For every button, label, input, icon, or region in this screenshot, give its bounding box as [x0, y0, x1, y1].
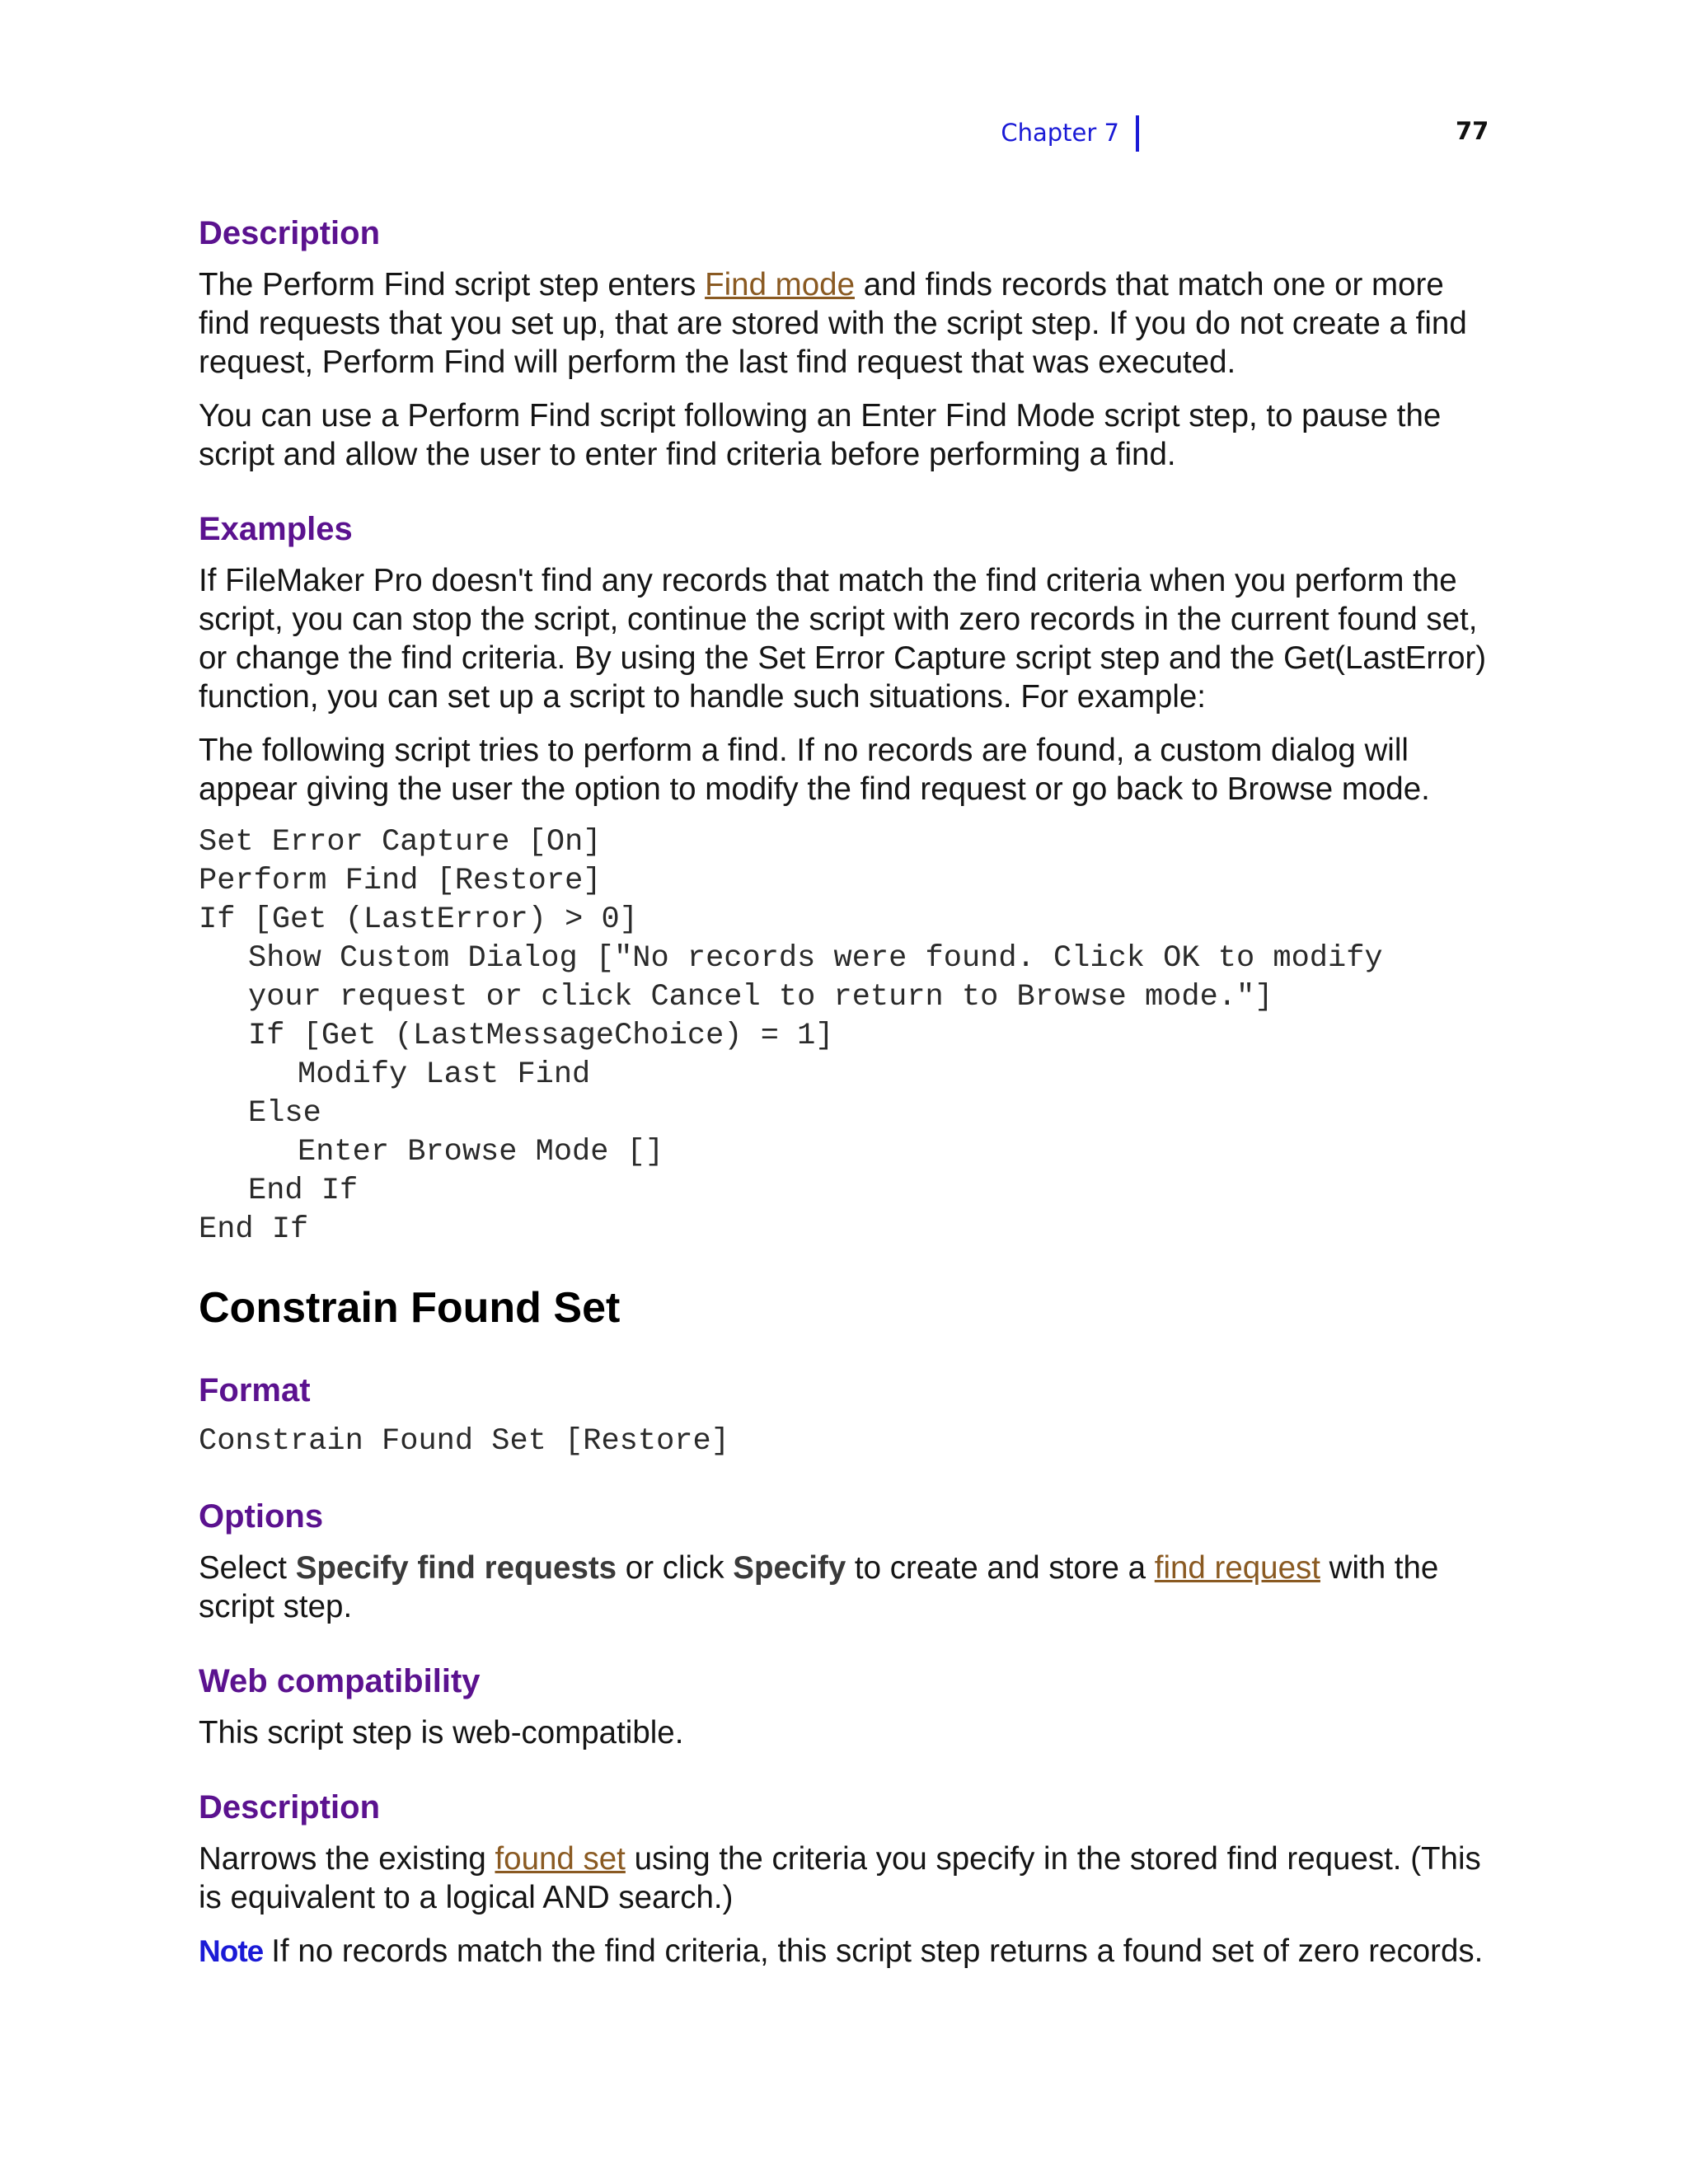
code-line: End If [199, 1212, 309, 1247]
find-request-link[interactable]: find request [1154, 1550, 1320, 1586]
chapter-label: Chapter 7 [1001, 119, 1119, 147]
code-line: Set Error Capture [On] [199, 825, 602, 860]
options-text [199, 1549, 1493, 1626]
code-line: End If [248, 1174, 359, 1208]
perform-find-description-heading: Description [199, 215, 381, 251]
code-line: If [Get (LastError) > 0] [199, 902, 638, 937]
constrain-description-heading: Description [199, 1789, 381, 1825]
code-line: Modify Last Find [298, 1057, 591, 1092]
text-run: The Perform Find script step enters [199, 267, 706, 302]
header-divider [1136, 115, 1139, 152]
code-line: If [Get (LastMessageChoice) = 1] [248, 1019, 834, 1053]
perform-find-description-p2: You can use a Perform Find script following an Enter Find Mode script step, to pause the script and allow the user to enter find criteria before performing a find. [199, 398, 1442, 472]
constrain-description-text [199, 1840, 1493, 1917]
running-header [0, 115, 1688, 157]
format-heading: Format [199, 1372, 311, 1408]
find-mode-link[interactable]: Find mode [705, 267, 855, 302]
found-set-link[interactable]: found set [495, 1841, 626, 1877]
text-run: Select [199, 1550, 296, 1586]
text-run: using the criteria you specify in the stored find request. (This is equivalent to a logical AND search.) [199, 1841, 1481, 1915]
note-text: If no records match the find criteria, this script step returns a found set of zero records. [271, 1933, 1484, 1969]
text-run: Narrows the existing [199, 1841, 495, 1877]
spacer [199, 1767, 1493, 1785]
constrain-found-set-title: Constrain Found Set [199, 1284, 621, 1332]
specify-find-requests-term: Specify find requests [295, 1550, 617, 1586]
spacer [199, 489, 1493, 507]
code-line: Perform Find [Restore] [199, 864, 602, 898]
code-line: your request or click Cancel to return to Browse mode."] [248, 980, 1273, 1015]
web-compatibility-heading: Web compatibility [199, 1663, 481, 1699]
script-code-block [199, 823, 1493, 1249]
examples-heading: Examples [199, 511, 353, 547]
options-heading: Options [199, 1498, 324, 1535]
spacer [199, 1641, 1493, 1659]
spacer [199, 1476, 1493, 1494]
text-run: to create and store a [846, 1550, 1155, 1586]
text-run: or click [617, 1550, 734, 1586]
format-code [199, 1422, 1493, 1461]
note-paragraph [199, 1932, 1493, 1971]
examples-p2: The following script tries to perform a find. If no records are found, a custom dialog will appear giving the user the option to modify the find request or go back to Browse mode. [199, 733, 1430, 807]
examples-p1: If FileMaker Pro doesn't find any records that match the find criteria when you perform the script, you can stop the script, continue the script with zero records in the current found set, or change the find criteria. By using the Set Error Capture script step and the Get(LastError) function, you can set up a script to handle such situations. For example: [199, 563, 1487, 715]
page-content [199, 211, 1493, 1985]
code-line: Enter Browse Mode [] [298, 1135, 664, 1169]
page-number: 77 [1456, 117, 1489, 145]
code-line: Constrain Found Set [Restore] [199, 1424, 729, 1459]
web-compatibility-text: This script step is web-compatible. [199, 1715, 684, 1750]
specify-term: Specify [733, 1550, 846, 1586]
code-line: Show Custom Dialog ["No records were found. Click OK to modify [248, 941, 1383, 976]
text-run: and finds records that match one or more find requests that you set up, that are stored with the script step. If you do not create a find request, Perform Find will perform the last find request that was executed. [199, 267, 1467, 380]
note-label: Note [199, 1934, 264, 1968]
text-run: with the script step. [199, 1550, 1439, 1624]
code-line: Else [248, 1096, 321, 1131]
perform-find-description-p1 [199, 265, 1493, 382]
